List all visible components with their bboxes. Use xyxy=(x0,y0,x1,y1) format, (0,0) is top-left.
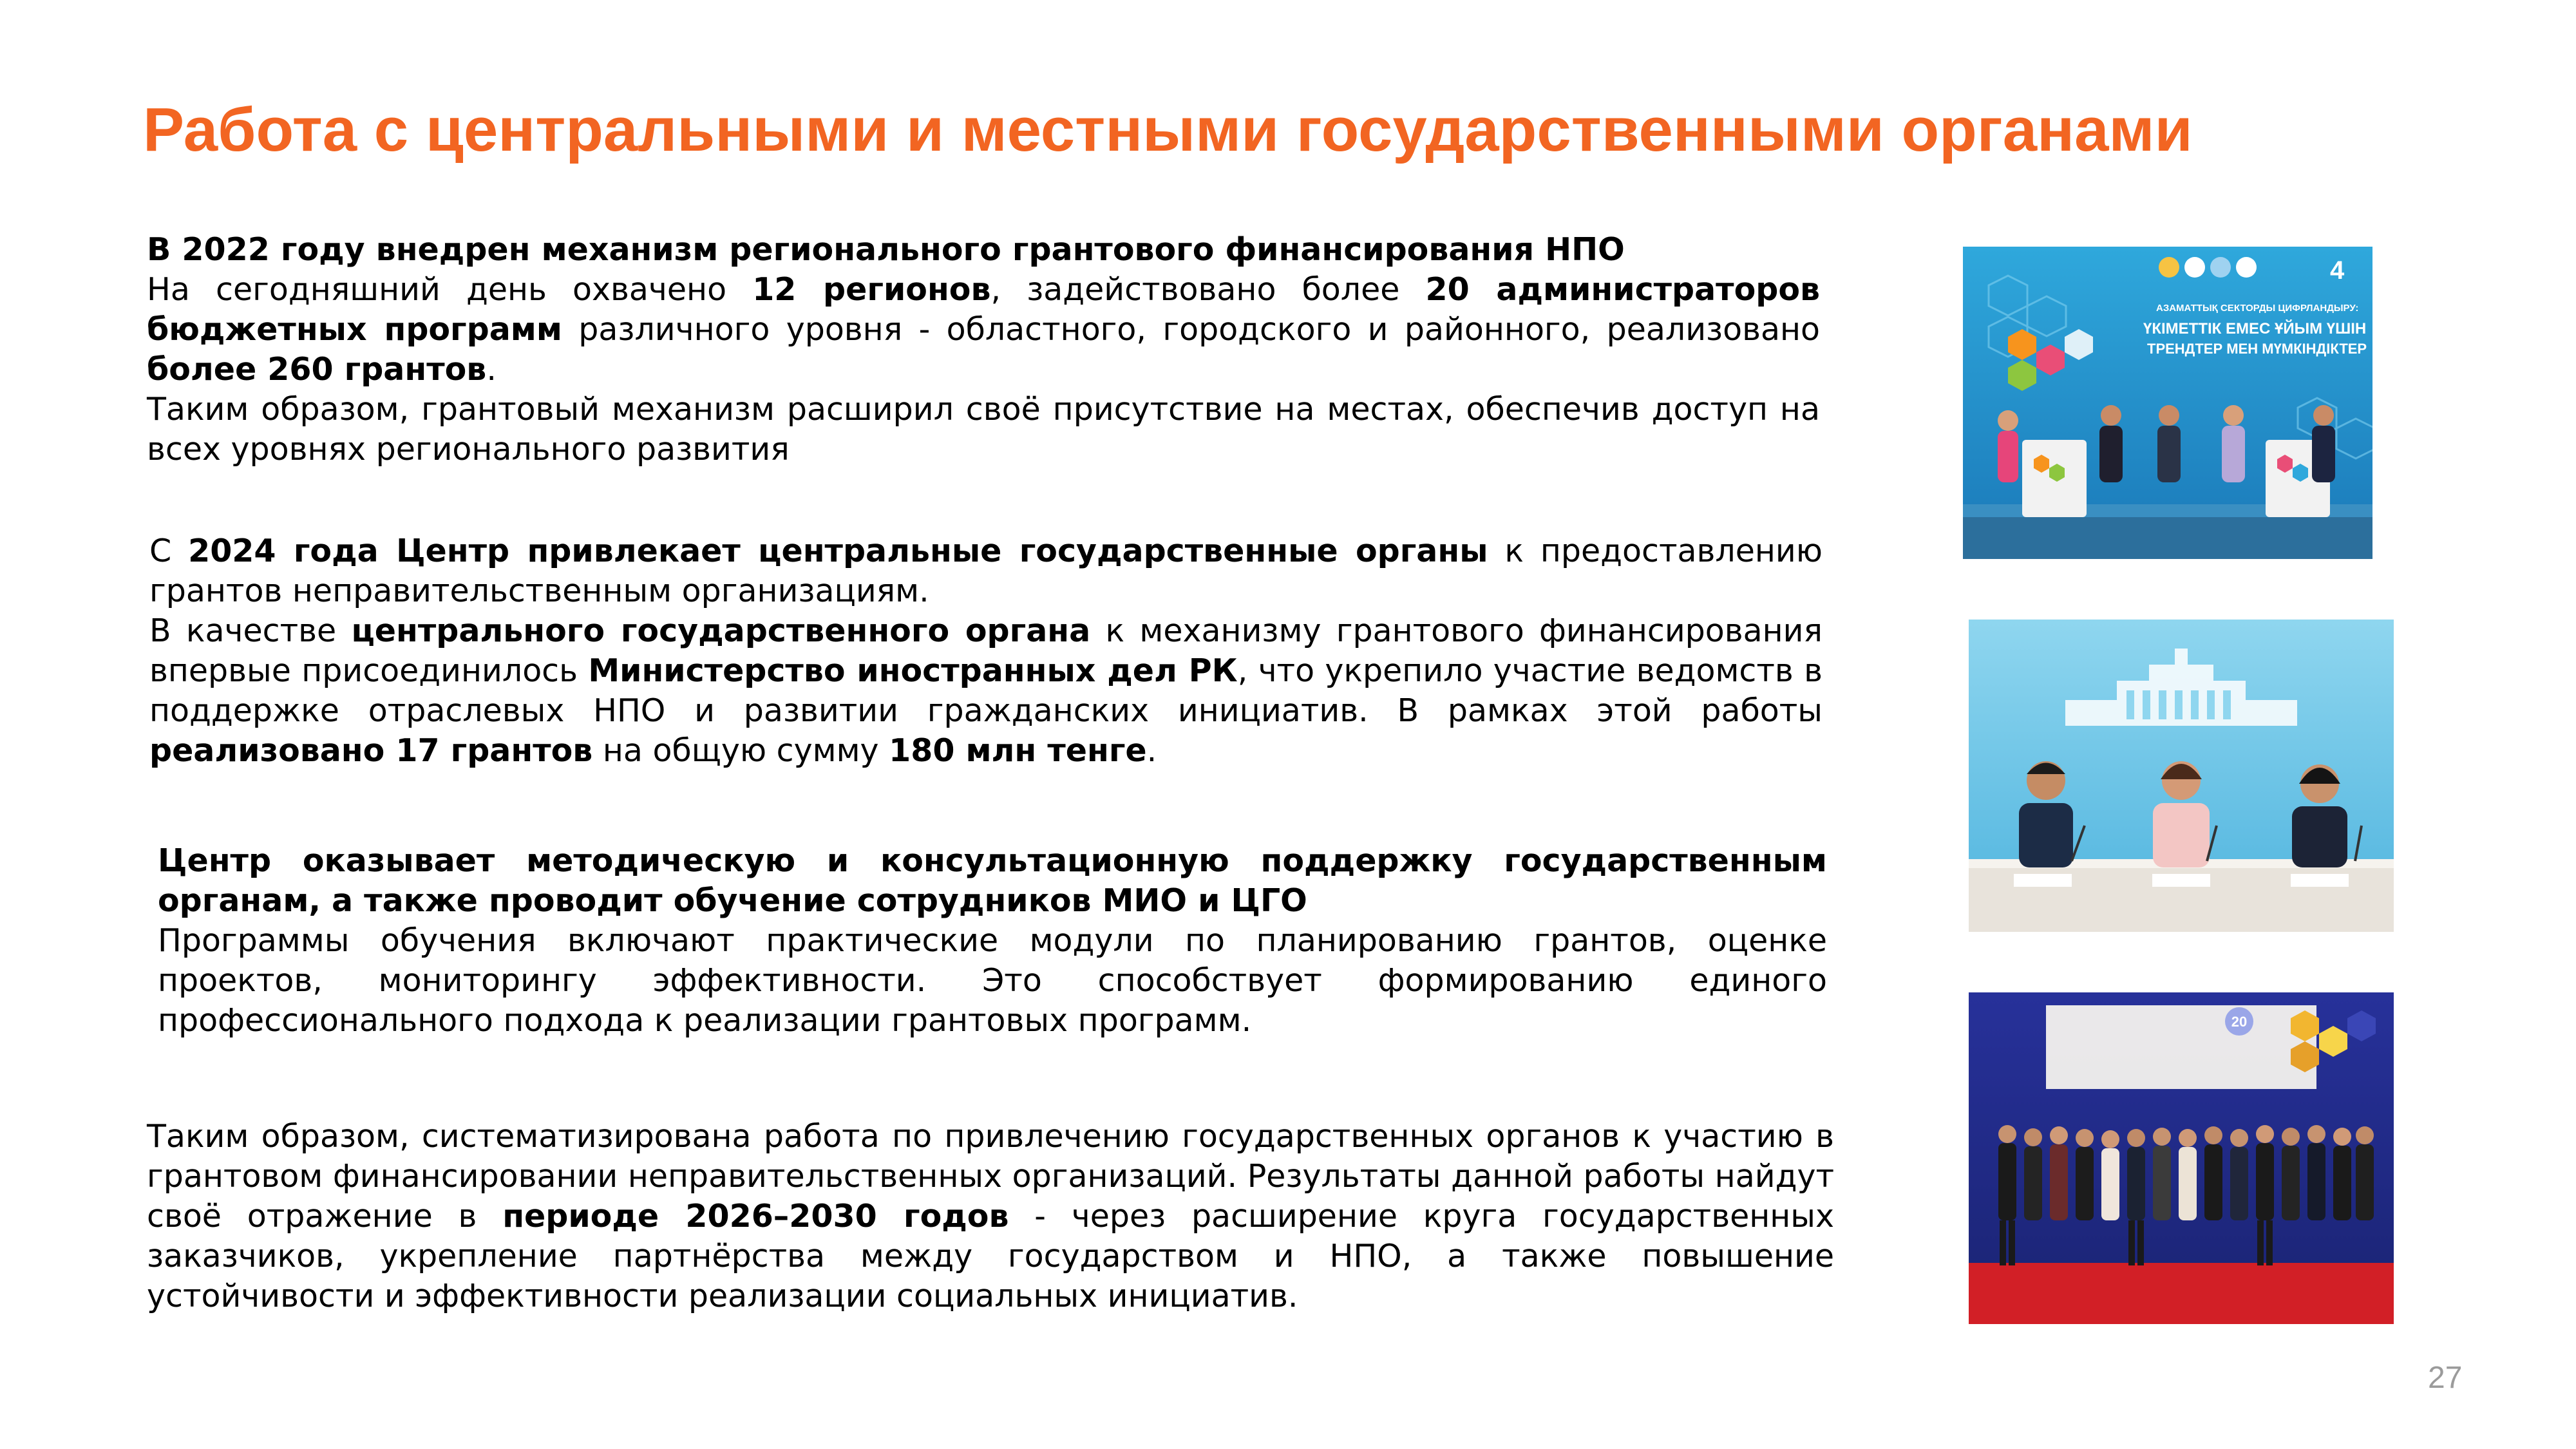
administrators-count: 20 администраторов бюджетных программ xyxy=(147,271,1820,348)
training-paragraph: Программы обучения включают практические модули по планированию грантов, оценке проектов, мониторингу эффективности. Это способствует формированию единого профессионального подхода к реализации грантовых программ. xyxy=(158,922,1827,1039)
central-bodies-highlight: 2024 года Центр привлекает центральные государственные органы xyxy=(188,533,1488,569)
panel-discussion-photo xyxy=(1963,247,2372,559)
regional-grants-summary: Таким образом, грантовый механизм расширил своё присутствие на местах, обеспечив доступ на всех уровнях регионального развития xyxy=(147,391,1820,468)
period-highlight: периоде 2026–2030 годов xyxy=(502,1198,1009,1235)
training-heading: Центр оказывает методическую и консультационную поддержку государственным органам, а также проводит обучение сотрудников МИО и ЦГО xyxy=(158,842,1827,919)
text-run: Таким образом, систематизирована работа по привлечению государственных органов к участию в грантовом финансировании неправительственных организаций. Результаты данной работы найдут своё отражение в xyxy=(147,1118,1834,1235)
mfa-paragraph xyxy=(149,611,1823,771)
training-block xyxy=(158,841,1827,1041)
text-run: . xyxy=(486,351,497,388)
group-photo xyxy=(1969,992,2394,1324)
text-run: различного уровня - областного, городского и районного, реализовано xyxy=(562,311,1821,348)
banner-line-2: ҮКІМЕТТІК ЕМЕС ҰЙЫМ ҮШІН xyxy=(2143,320,2367,337)
conclusion-paragraph xyxy=(147,1117,1834,1316)
grants-implemented: реализовано 17 грантов xyxy=(149,732,593,769)
banner-line-1: АЗАМАТТЫҚ СЕКТОРДЫ ЦИФРЛАНДЫРУ: xyxy=(2156,303,2359,314)
text-run: на общую сумму xyxy=(592,732,889,769)
ministry-name: Министерство иностранных дел РК xyxy=(588,652,1238,689)
text-run: На сегодняшний день охвачено xyxy=(147,271,753,308)
regional-grants-paragraph xyxy=(147,270,1820,390)
anniversary-badge: 20 xyxy=(2231,1014,2248,1030)
text-run: к механизму грантового финансирования впервые присоединилось xyxy=(149,612,1823,689)
conclusion-block xyxy=(147,1117,1834,1316)
regional-grants-block xyxy=(147,230,1820,469)
text-run: . xyxy=(1146,732,1157,769)
slide-title: Работа с центральными и местными государственными органами xyxy=(143,95,2193,164)
text-run: к предоставлению грантов неправительственным организациям. xyxy=(149,533,1823,609)
banner-line-3: ТРЕНДТЕР МЕН МҮМКІНДІКТЕР xyxy=(2147,341,2367,357)
central-body-highlight: центрального государственного органа xyxy=(351,612,1091,649)
central-bodies-block xyxy=(149,531,1823,771)
regional-grants-heading: В 2022 году внедрен механизм регионального грантового финансирования НПО xyxy=(147,231,1625,268)
central-bodies-paragraph xyxy=(149,531,1823,611)
text-run: - через расширение круга государственных заказчиков, укрепление партнёрства между государством и НПО, а также повышение устойчивости и эффективности реализации социальных инициатив. xyxy=(147,1198,1834,1314)
event-number: 4 xyxy=(2330,256,2345,285)
text-run: С xyxy=(149,533,189,569)
page-number: 27 xyxy=(2428,1361,2463,1395)
grants-count: более 260 грантов xyxy=(147,351,487,388)
press-conference-photo xyxy=(1969,620,2394,932)
text-run: , задействовано более xyxy=(990,271,1426,308)
grant-amount: 180 млн тенге xyxy=(889,732,1147,769)
text-run: , что укрепило участие ведомств в поддержке отраслевых НПО и развитии гражданских инициатив. В рамках этой работы xyxy=(149,652,1823,729)
regions-count: 12 регионов xyxy=(752,271,991,308)
text-run: В качестве xyxy=(149,612,352,649)
